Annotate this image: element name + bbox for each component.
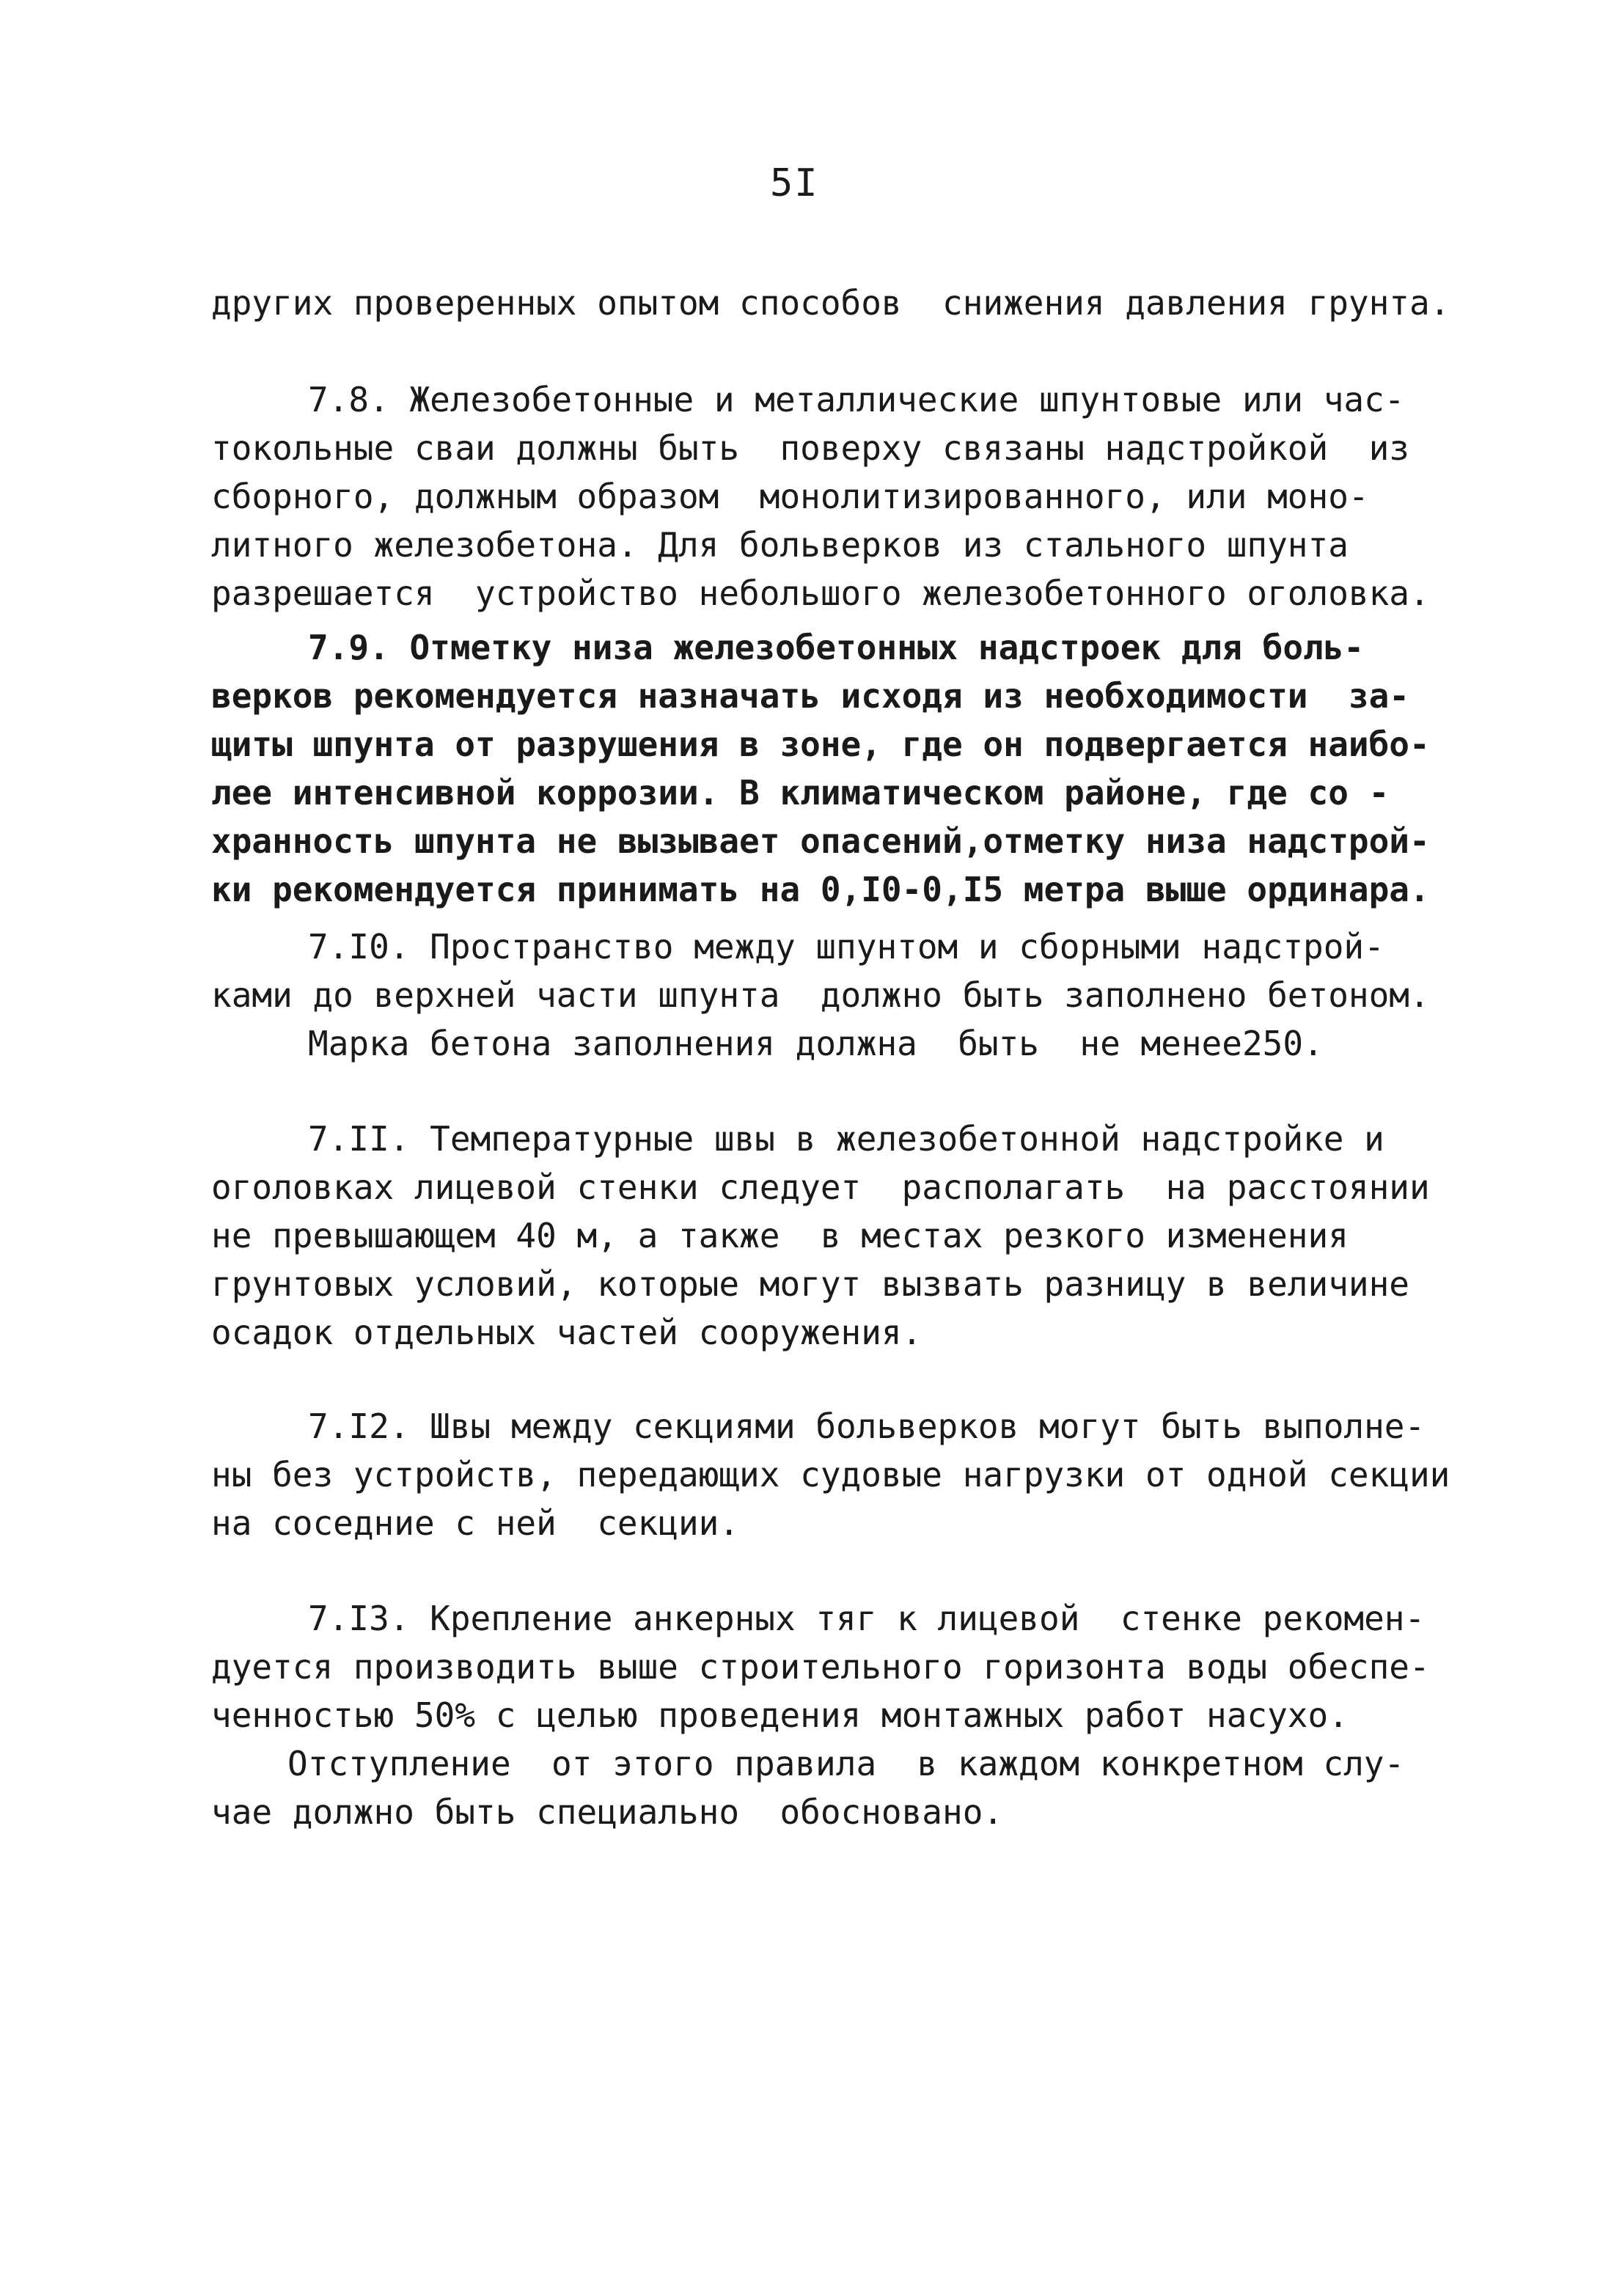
text-line: осадок отдельных частей сооружения. [211,1313,922,1352]
text-line: ками до верхней части шпунта должно быть заполнено бетоном. [211,975,1430,1015]
text-line: на соседние с ней секции. [211,1503,740,1543]
text-line: щиты шпунта от разрушения в зоне, где он подвергается наибо- [211,725,1430,764]
text-line: оголовках лицевой стенки следует располагать на расстоянии [211,1167,1430,1207]
text-line: 7.9. Отметку низа железобетонных надстроек для боль- [308,628,1365,667]
text-line: литного железобетона. Для больверков из стального шпунта [211,525,1349,565]
text-line: разрешается устройство небольшого железобетонного оголовка. [211,573,1430,613]
text-line: ченностью 50% с целью проведения монтажных работ насухо. [211,1695,1349,1735]
text-line: 7.I3. Крепление анкерных тяг к лицевой стенке рекомен- [308,1599,1426,1638]
text-line: 7.8. Железобетонные и металлические шпунтовые или час- [308,380,1405,419]
text-line: ны без устройств, передающих судовые нагрузки от одной секции [211,1455,1450,1494]
text-line: ки рекомендуется принимать на 0,I0-0,I5 метра выше ординара. [211,870,1430,909]
text-line: верков рекомендуется назначать исходя из необходимости за- [211,676,1409,716]
text-line: 7.I0. Пространство между шпунтом и сборными надстрой- [308,927,1384,967]
text-line: Отступление от этого правила в каждом конкретном слу- [287,1744,1405,1783]
text-line: Марка бетона заполнения должна быть не менее250. [308,1024,1324,1063]
text-line: грунтовых условий, которые могут вызвать разницу в величине [211,1264,1409,1304]
text-line: не превышающем 40 м, а также в местах резкого изменения [211,1216,1349,1255]
text-line: 7.II. Температурные швы в железобетонной надстройке и [308,1119,1384,1159]
text-line: токольные сваи должны быть поверху связаны надстройкой из [211,428,1409,468]
text-line: 7.I2. Швы между секциями больверков могут быть выполне- [308,1406,1426,1446]
text-line: сборного, должным образом монолитизированного, или моно- [211,477,1369,516]
text-line: других проверенных опытом способов снижения давления грунта. [211,283,1450,323]
page-number: 5I [770,161,819,205]
text-line: дуется производить выше строительного горизонта воды обеспе- [211,1647,1430,1687]
text-line: хранность шпунта не вызывает опасений,отметку низа надстрой- [211,821,1430,861]
text-line: чае должно быть специально обосновано. [211,1792,1004,1832]
text-line: лее интенсивной коррозии. В климатическом районе, где со - [211,773,1390,813]
